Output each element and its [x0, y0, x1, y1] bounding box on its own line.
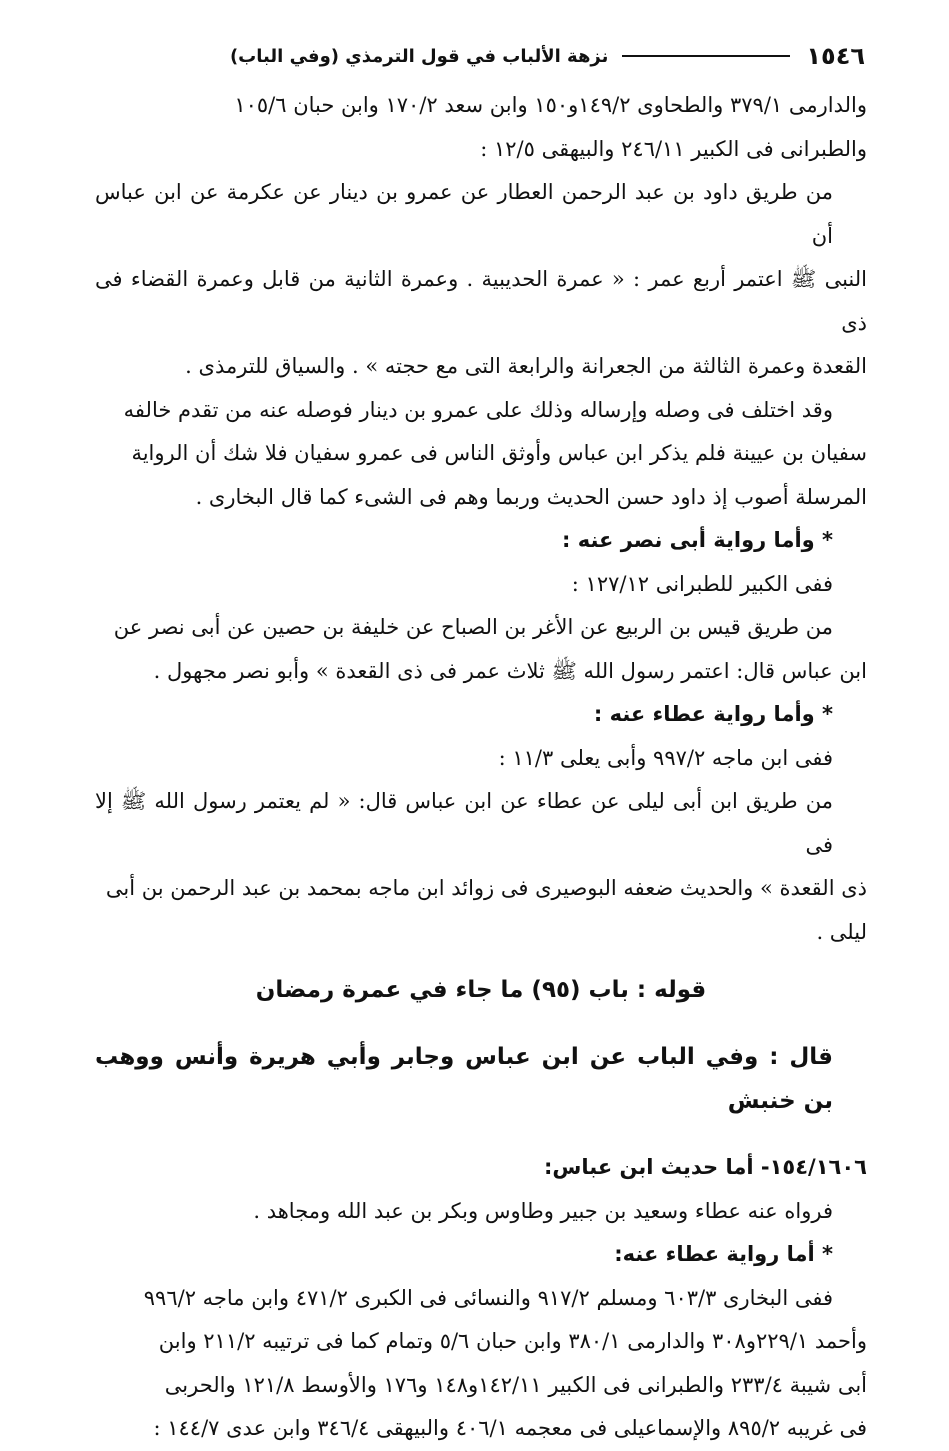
running-title: نزهة الألباب في قول الترمذي (وفي الباب): [229, 45, 609, 67]
page-body: [95, 84, 867, 1451]
text-line: سفيان بن عيينة فلم يذكر ابن عباس وأوثق الناس فى عمرو سفيان فلا شك أن الرواية: [131, 441, 867, 465]
page-number: ١٥٤٦: [806, 42, 865, 70]
text-line: أبى شيبة ٢٣٣/٤ والطبرانى فى الكبير ١٤٢/١١و١٤٨ و١٧٦ والأوسط ١٢١/٨ والحربى: [164, 1372, 867, 1397]
text-line: فرواه عنه عطاء وسعيد بن جبير وطاوس وبكر بن عبد الله ومجاهد .: [253, 1198, 833, 1223]
text-line: وقد اختلف فى وصله وإرساله وذلك على عمرو بن دينار فوصله عنه من تقدم خالفه: [123, 397, 833, 422]
text-line: والطبرانى فى الكبير ٢٤٦/١١ والبيهقى ١٢/٥ :: [480, 136, 867, 161]
section-label: * أما رواية عطاء عنه:: [614, 1242, 833, 1266]
header-rule: [622, 55, 790, 57]
text-line: القعدة وعمرة الثالثة من الجعرانة والرابعة التى مع حجته » . والسياق للترمذى .: [185, 354, 867, 378]
text-line: من طريق ابن أبى ليلى عن عطاء عن ابن عباس قال: « لم يعتمر رسول الله ﷺ إلا فى: [95, 789, 833, 857]
sub-heading: قال : وفي الباب عن ابن عباس وجابر وأبي هريرة وأنس ووهب بن خنبش: [95, 1044, 833, 1114]
text-line: فى غريبه ٨٩٥/٢ والإسماعيلى فى معجمه ٤٠٦/١ والبيهقى ٣٤٦/٤ وابن عدى ١٤٤/٧ :: [153, 1416, 867, 1440]
section-label: * وأما رواية عطاء عنه :: [593, 702, 833, 726]
text-line: والدارمى ٣٧٩/١ والطحاوى ١٤٩/٢و١٥٠ وابن سعد ١٧٠/٢ وابن حبان ١٠٥/٦: [234, 93, 867, 117]
hadith-heading: ١٥٤/١٦٠٦- أما حديث ابن عباس:: [544, 1155, 867, 1179]
page-header: [83, 34, 865, 78]
text-line: ذى القعدة » والحديث ضعفه البوصيرى فى زوائد ابن ماجه بمحمد بن عبد الرحمن بن أبى: [105, 876, 867, 900]
text-line: من طريق داود بن عبد الرحمن العطار عن عمرو بن دينار عن عكرمة عن ابن عباس أن: [95, 180, 833, 248]
text-line: المرسلة أصوب إذ داود حسن الحديث وربما وهم فى الشىء كما قال البخارى .: [195, 484, 867, 509]
text-line: ففى ابن ماجه ٩٩٧/٢ وأبى يعلى ١١/٣ :: [498, 745, 833, 770]
text-line: من طريق قيس بن الربيع عن الأغر بن الصباح عن خليفة بن حصين عن أبى نصر عن: [113, 615, 833, 639]
section-label: * وأما رواية أبى نصر عنه :: [562, 528, 833, 552]
text-line: ففى البخارى ٦٠٣/٣ ومسلم ٩١٧/٢ والنسائى فى الكبرى ٤٧١/٢ وابن ماجه ٩٩٦/٢: [143, 1285, 833, 1310]
text-line: النبى ﷺ اعتمر أربع عمر : « عمرة الحديبية . وعمرة الثانية من قابل وعمرة القضاء فى ذى: [95, 267, 867, 335]
text-line: ابن عباس قال: اعتمر رسول الله ﷺ ثلاث عمر فى ذى القعدة » وأبو نصر مجهول .: [153, 658, 867, 683]
text-line: ففى الكبير للطبرانى ١٢٧/١٢ :: [571, 571, 833, 596]
text-line: وأحمد ٢٢٩/١و٣٠٨ والدارمى ٣٨٠/١ وابن حبان ٥/٦ وتمام كما فى ترتيبه ٢١١/٢ وابن: [158, 1329, 867, 1353]
text-line: ليلى .: [816, 919, 867, 944]
chapter-heading: قوله : باب (٩٥) ما جاء في عمرة رمضان: [255, 977, 707, 1003]
